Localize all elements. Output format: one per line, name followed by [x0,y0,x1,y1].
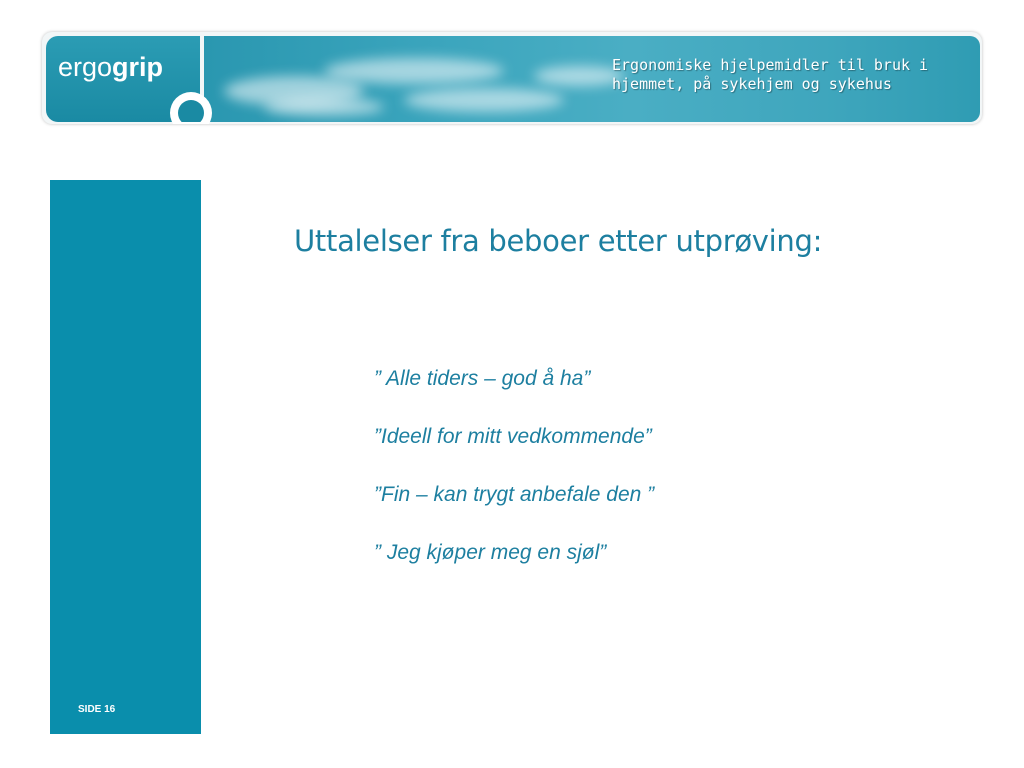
quote-item: ”Fin – kan trygt anbefale den ” [374,483,655,506]
quote-item: ”Ideell for mitt vedkommende” [374,425,652,448]
logo-text-bold: grip [112,52,164,82]
quote-item: ” Jeg kjøper meg en sjøl” [374,541,607,564]
page-number: SIDE 16 [78,704,116,715]
slide-heading: Uttalelser fra beboer etter utprøving: [294,224,823,258]
logo-text-light: ergo [58,52,113,82]
ergogrip-logo [58,54,163,81]
tagline-line-1: Ergonomiske hjelpemidler til bruk i [612,56,929,74]
tagline-line-2: hjemmet, på sykehjem og sykehus [612,75,892,93]
side-bar [50,180,201,734]
quote-item: ” Alle tiders – god å ha” [374,367,591,390]
header-tagline [612,56,928,94]
quotes-list [374,362,654,594]
